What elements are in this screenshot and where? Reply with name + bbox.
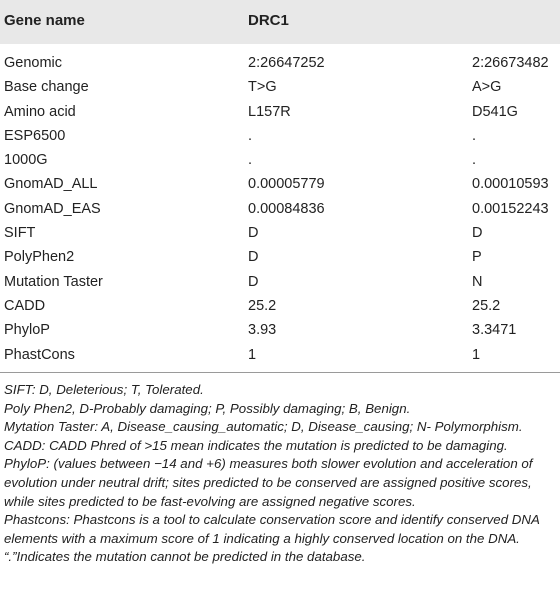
row-value-1: L157R <box>248 103 291 120</box>
row-label: Base change <box>4 79 89 96</box>
row-label: SIFT <box>4 225 36 242</box>
row-value-2: 1 <box>472 346 481 363</box>
row-value-2: 0.00010593 <box>472 176 549 193</box>
row-value-1: . <box>248 152 253 169</box>
row-label: GnomAD_EAS <box>4 200 101 217</box>
row-value-2: N <box>472 273 483 290</box>
row-label: PhyloP <box>4 322 50 339</box>
table-row <box>0 125 560 149</box>
table-row <box>0 295 560 319</box>
row-value-1: 0.00084836 <box>248 200 325 217</box>
row-value-1: T>G <box>248 79 277 96</box>
row-value-1: D <box>248 273 259 290</box>
row-label: Mutation Taster <box>4 273 103 290</box>
table-row <box>0 246 560 270</box>
row-label: ESP6500 <box>4 127 66 144</box>
row-value-2: 0.00152243 <box>472 200 549 217</box>
footnote: CADD: CADD Phred of >15 mean indicates the mutation is predicted to be damaging. <box>4 437 508 453</box>
header-gene-name: Gene name <box>4 12 85 29</box>
footnote: “.”Indicates the mutation cannot be predicted in the database. <box>4 549 366 565</box>
table-row <box>0 52 560 76</box>
footnote: Mytation Taster: A, Disease_causing_automatic; D, Disease_causing; N- Polymorphism. <box>4 419 523 435</box>
table-row <box>0 173 560 197</box>
row-value-1: . <box>248 127 253 144</box>
row-value-1: 2:26647252 <box>248 55 325 71</box>
table-row <box>0 344 560 368</box>
footnote: SIFT: D, Deleterious; T, Tolerated. <box>4 382 204 397</box>
row-value-2: 2:26673482 <box>472 55 549 71</box>
row-label: PolyPhen2 <box>4 249 75 266</box>
row-value-2: D <box>472 225 483 242</box>
row-value-2: 3.3471 <box>472 322 517 339</box>
table-header <box>0 0 560 44</box>
table-row <box>0 271 560 295</box>
table-row <box>0 149 560 173</box>
row-value-2: . <box>472 127 477 144</box>
table-footnotes <box>4 381 556 567</box>
row-value-1: 1 <box>248 346 257 363</box>
table-row <box>0 198 560 222</box>
table-row <box>0 101 560 125</box>
row-label: Genomic <box>4 55 63 71</box>
footnote: Phastcons: Phastcons is a tool to calculate conservation score and identify conserved DNA elements with a maximum score of 1 indicating a highly conserved location on the DNA. <box>4 512 540 546</box>
row-value-2: P <box>472 249 482 266</box>
row-value-1: 3.93 <box>248 322 277 339</box>
table-row <box>0 319 560 343</box>
row-label: PhastCons <box>4 346 75 363</box>
row-value-2: 25.2 <box>472 297 501 314</box>
row-label: Amino acid <box>4 103 76 120</box>
row-value-1: D <box>248 249 259 266</box>
table-row <box>0 222 560 246</box>
row-value-2: A>G <box>472 79 502 96</box>
row-label: GnomAD_ALL <box>4 176 98 193</box>
row-value-2: D541G <box>472 103 518 120</box>
footnote: PhyloP: (values between −14 and +6) measures both slower evolution and acceleration of evolution under neutral drift; sites predicted to be conserved are assigned positive scores, while sites predicted to be fast-evolving are assigned negative scores. <box>4 456 533 509</box>
row-label: CADD <box>4 297 46 314</box>
row-label: 1000G <box>4 152 48 169</box>
row-value-1: 25.2 <box>248 297 277 314</box>
row-value-2: . <box>472 152 477 169</box>
table-bottom-rule <box>0 372 560 373</box>
footnote: Poly Phen2, D-Probably damaging; P, Possibly damaging; B, Benign. <box>4 400 411 416</box>
row-value-1: 0.00005779 <box>248 176 325 193</box>
header-gene: DRC1 <box>248 12 289 29</box>
row-value-1: D <box>248 225 259 242</box>
table-row <box>0 76 560 100</box>
table-body <box>0 52 560 368</box>
